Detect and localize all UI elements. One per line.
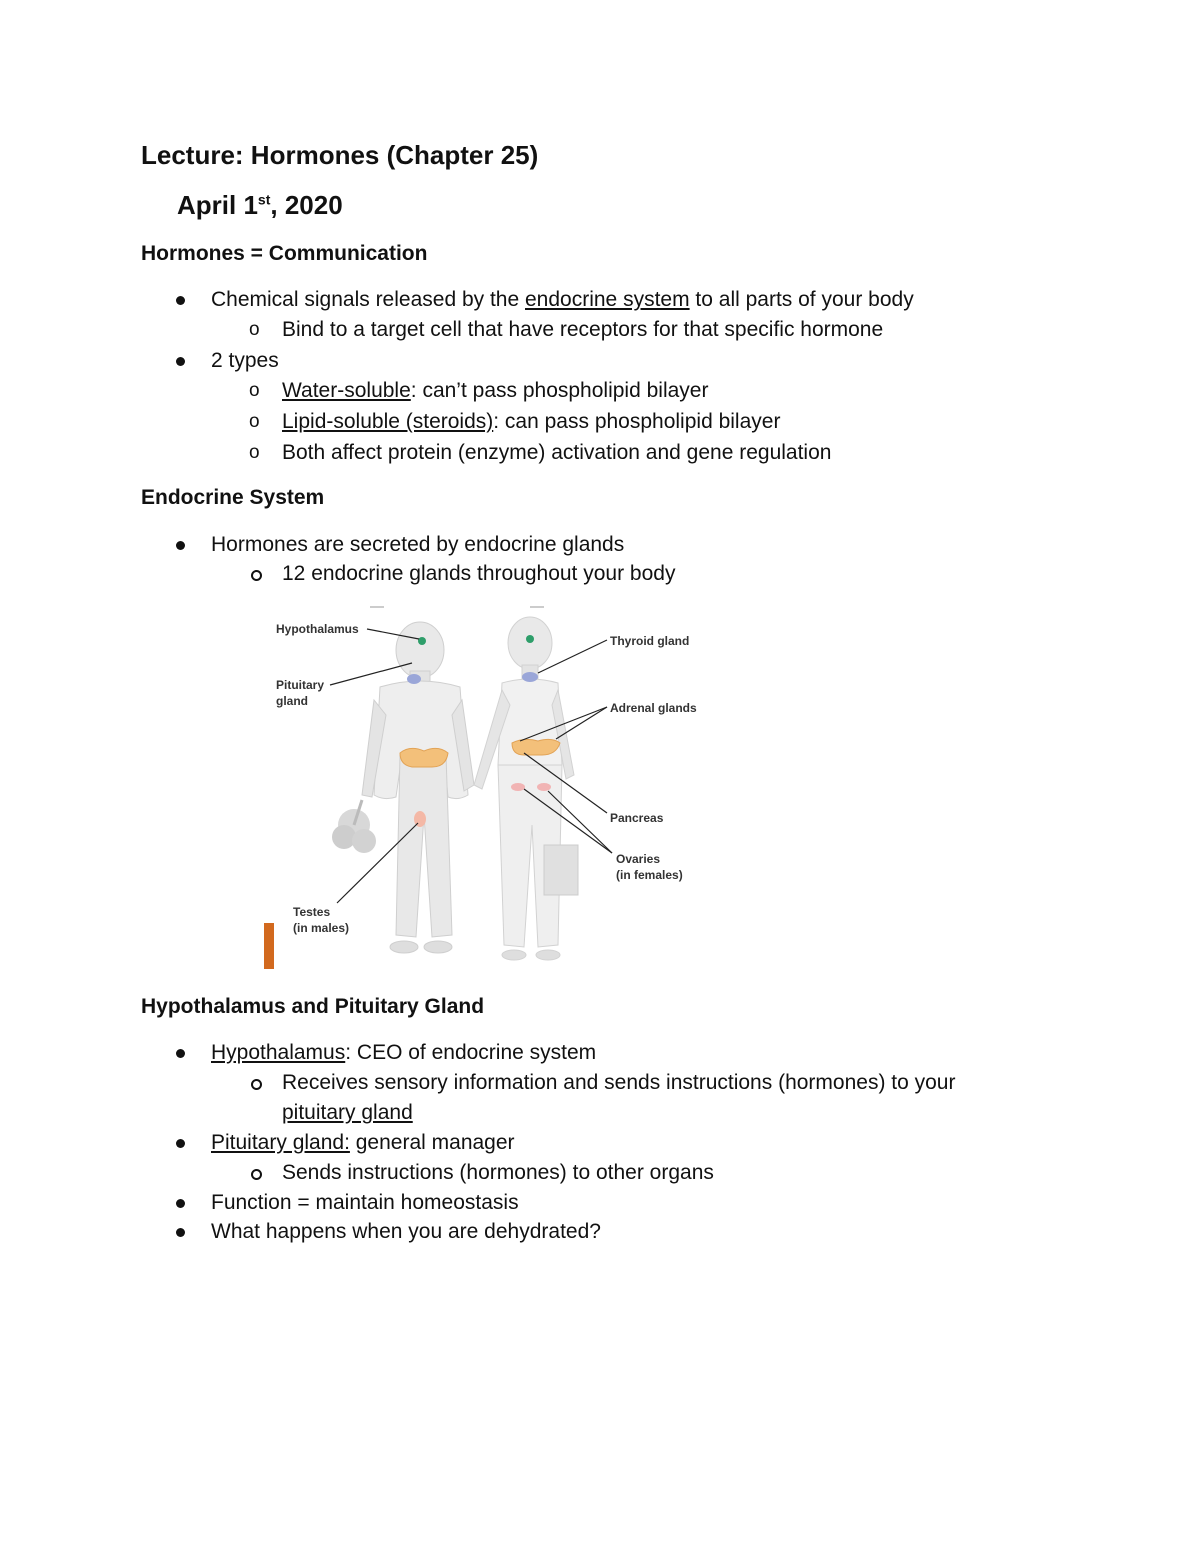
underlined-term: endocrine system (525, 288, 690, 311)
list-item: What happens when you are dehydrated? (211, 1220, 601, 1243)
sub-bullet-circle (251, 1169, 262, 1180)
sub-bullet-marker: o (249, 319, 260, 340)
sub-list-item: Receives sensory information and sends instructions (hormones) to your (282, 1071, 956, 1094)
label-pituitary-2: gland (276, 694, 308, 708)
label-pancreas: Pancreas (610, 811, 664, 825)
sub-list-item: 12 endocrine glands throughout your body (282, 562, 676, 585)
thyroid-gland-male (407, 674, 421, 684)
adrenal-pancreas-female (512, 739, 560, 755)
bullet-dot (176, 357, 185, 366)
page-title: Lecture: Hormones (Chapter 25) (141, 140, 539, 170)
sub-bullet-marker: o (249, 380, 260, 401)
list-item (211, 285, 914, 315)
label-pituitary: Pituitary (276, 678, 325, 692)
hypothalamus-gland (418, 637, 426, 645)
list-text: general manager (349, 1131, 515, 1154)
underlined-term: Water-soluble (282, 379, 411, 402)
section-heading-hypothalamus: Hypothalamus and Pituitary Gland (141, 995, 485, 1018)
list-text: : can pass phospholipid bilayer (493, 410, 781, 433)
accent-bar (264, 923, 274, 969)
thyroid-gland-female (522, 672, 538, 682)
label-adrenal: Adrenal glands (610, 701, 697, 715)
sub-bullet-circle (251, 1079, 262, 1090)
underlined-term: Pituitary gland: (211, 1131, 350, 1154)
sub-list-item: Sends instructions (hormones) to other organs (282, 1161, 714, 1184)
bullet-dot (176, 1199, 185, 1208)
list-text: : can’t pass phospholipid bilayer (410, 379, 709, 402)
list-text: to all parts of your body (689, 288, 914, 311)
list-item: Function = maintain homeostasis (211, 1191, 519, 1214)
bullet-dot (176, 296, 185, 305)
section-heading-endocrine: Endocrine System (141, 486, 325, 509)
label-thyroid: Thyroid gland (610, 634, 690, 648)
label-ovaries: Ovaries (616, 852, 661, 866)
sub-list-item (282, 376, 708, 406)
underlined-term: Hypothalamus (211, 1041, 346, 1064)
list-item: 2 types (211, 349, 279, 372)
list-text: Chemical signals released by the (211, 288, 525, 311)
sub-list-item-continued (282, 1098, 413, 1128)
bullet-dot (176, 1228, 185, 1237)
underlined-term: pituitary gland (282, 1101, 413, 1124)
label-testes: Testes (293, 905, 331, 919)
section-heading-hormones: Hormones = Communication (141, 242, 428, 265)
label-hypothalamus: Hypothalamus (276, 622, 359, 636)
hypothalamus-gland-female (526, 635, 534, 643)
bullet-dot (176, 1139, 185, 1148)
date-main: April 1 (177, 190, 258, 220)
endocrine-glands-figure (262, 605, 707, 970)
sub-bullet-marker: o (249, 411, 260, 432)
lecture-date (177, 190, 343, 221)
list-text: : CEO of endocrine system (345, 1041, 597, 1064)
underlined-term: Lipid-soluble (steroids) (282, 410, 494, 433)
list-item (211, 1128, 515, 1158)
sub-bullet-circle (251, 570, 262, 581)
sub-list-item (282, 407, 780, 437)
sub-list-item: Both affect protein (enzyme) activation and gene regulation (282, 441, 832, 464)
ovary-left (511, 783, 525, 791)
adrenal-pancreas-male (400, 748, 448, 767)
label-testes-2: (in males) (293, 921, 350, 935)
sub-list-item: Bind to a target cell that have receptors for that specific hormone (282, 318, 884, 341)
list-item (211, 1038, 596, 1068)
bullet-dot (176, 541, 185, 550)
date-year: , 2020 (270, 190, 343, 220)
date-superscript: st (257, 191, 271, 208)
sub-bullet-marker: o (249, 442, 260, 463)
list-item: Hormones are secreted by endocrine glands (211, 533, 625, 556)
label-ovaries-2: (in females) (616, 868, 683, 882)
bullet-dot (176, 1049, 185, 1058)
ovary-right (537, 783, 551, 791)
